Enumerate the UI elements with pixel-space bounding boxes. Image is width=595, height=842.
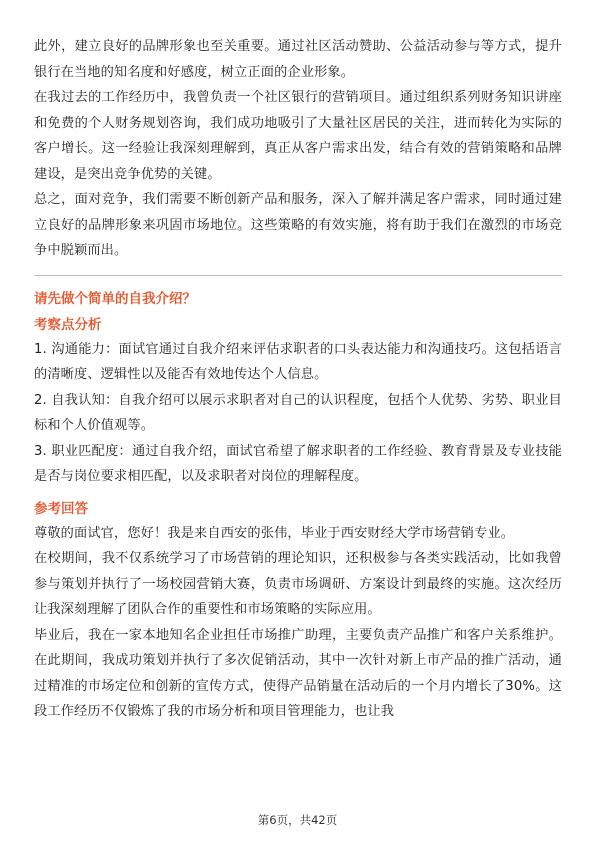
body-paragraph: 在我过去的工作经历中，我曾负责一个社区银行的营销项目。通过组织系列财务知识讲座和免费的个人财务规划咨询，我们成功地吸引了大量社区居民的关注，进而转化为实际的客户增长。这一经验让我深刻理解到，真正从客户需求出发，结合有效的营销策略和品牌建设，是突出竞争优势的关键。 <box>34 90 562 182</box>
answer-paragraph: 毕业后，我在一家本地知名企业担任市场推广助理，主要负责产品推广和客户关系维护。在此期间，我成功策划并执行了多次促销活动，其中一次针对新上市产品的推广活动，通过精准的市场定位和创新的宣传方式，使得产品销量在活动后的一个月内增长了30%。这段工作经历不仅锻炼了我的市场分析和项目管理能力，也让我 <box>34 627 562 719</box>
section-divider <box>34 275 562 276</box>
analysis-heading: 考察点分析 <box>34 316 102 333</box>
analysis-point: 1. 沟通能力：面试官通过自我介绍来评估求职者的口头表达能力和沟通技巧。这包括语言的清晰度、逻辑性以及能否有效地传达个人信息。 <box>34 341 562 382</box>
answer-paragraph: 在校期间，我不仅系统学习了市场营销的理论知识，还积极参与各类实践活动，比如我曾参与策划并执行了一场校园营销大赛，负责市场调研、方案设计到最终的实施。这次经历让我深刻理解了团队合作的重要性和市场策略的实际应用。 <box>34 551 562 617</box>
body-paragraph: 总之，面对竞争，我们需要不断创新产品和服务，深入了解并满足客户需求，同时通过建立良好的品牌形象来巩固市场地位。这些策略的有效实施，将有助于我们在激烈的市场竞争中脱颖而出。 <box>34 192 562 258</box>
page-footer: 第6页，共42页 <box>257 813 338 827</box>
page-content <box>34 34 562 725</box>
answer-heading: 参考回答 <box>34 500 88 517</box>
analysis-point: 3. 职业匹配度：通过自我介绍，面试官希望了解求职者的工作经验、教育背景及专业技能是否与岗位要求相匹配，以及求职者对岗位的理解程度。 <box>34 443 562 484</box>
analysis-point: 2. 自我认知：自我介绍可以展示求职者对自己的认识程度，包括个人优势、劣势、职业目标和个人价值观等。 <box>34 392 562 433</box>
body-paragraph: 此外，建立良好的品牌形象也至关重要。通过社区活动赞助、公益活动参与等方式，提升银行在当地的知名度和好感度，树立正面的企业形象。 <box>34 39 562 80</box>
question-title: 请先做个简单的自我介绍？ <box>34 290 196 307</box>
answer-paragraph: 尊敬的面试官，您好！我是来自西安的张伟，毕业于西安财经大学市场营销专业。 <box>34 525 515 541</box>
spacer <box>34 490 562 497</box>
